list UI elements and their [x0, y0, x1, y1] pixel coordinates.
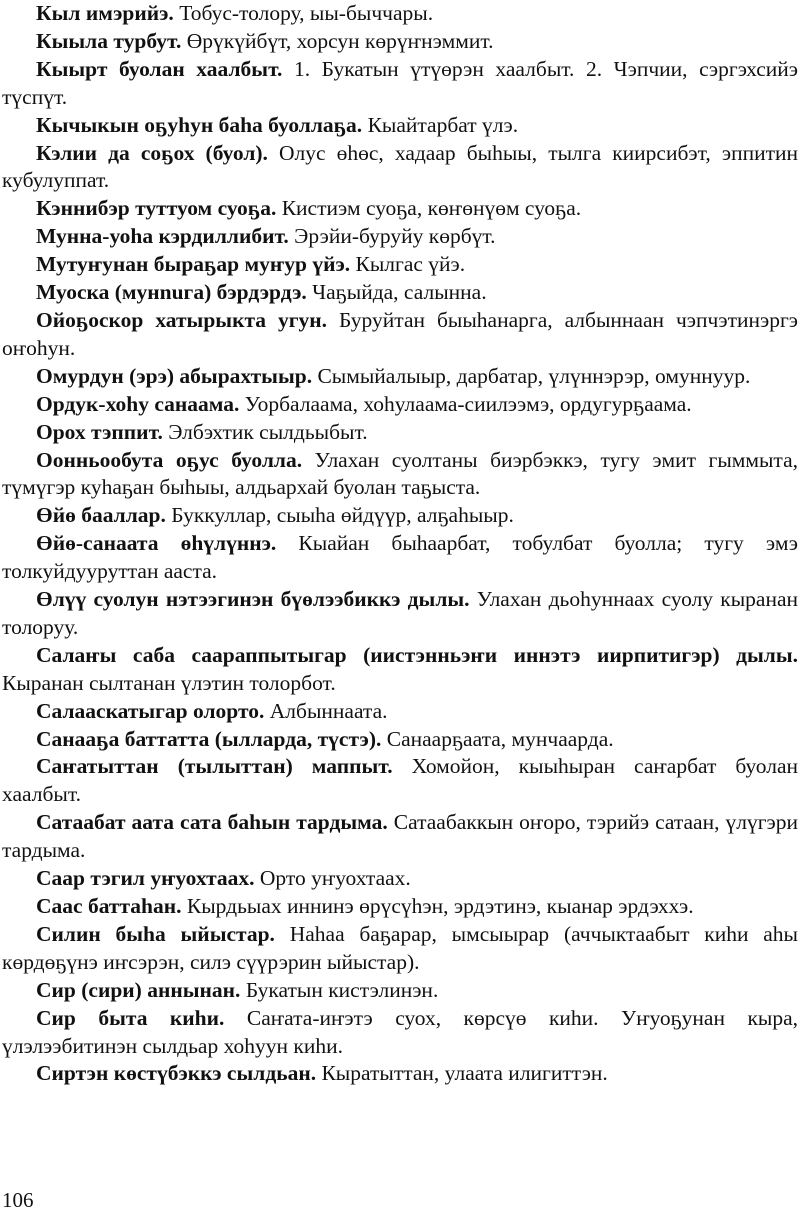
dictionary-entry: [2, 502, 798, 530]
entry-term: Кыырт буолан хаалбыт.: [36, 56, 283, 81]
dictionary-entry: [2, 307, 798, 363]
dictionary-page: [2, 0, 798, 1088]
entry-definition: Өрүкүйбүт, хорсун көрүҥнэммит.: [186, 28, 494, 53]
dictionary-entry: [2, 530, 798, 586]
entry-term: Салаҥы саба саараппытыгар (иистэнньэҥи иннэтэ иирпитигэр) дылы.: [36, 642, 798, 667]
entry-definition: Улахан суолтаны биэрбэккэ, тугу эмит гыммыта, түмүгэр куһаҕан быһыы, алдьархай буолан таҕыста.: [2, 447, 799, 500]
entry-term: Кэннибэр туттуом суоҕа.: [36, 196, 277, 221]
entry-definition: Буккуллар, сыыһа өйдүүр, алҕаһыыр.: [171, 503, 514, 528]
dictionary-entry: [2, 28, 798, 56]
dictionary-entry: [2, 195, 798, 223]
entry-definition: Наһаа баҕарар, ымсыырар (аччыктаабыт киһи аһы көрдөҕүнэ иҥсэрэн, силэ сүүрэрин ыйыстар).: [2, 921, 799, 974]
entry-term: Саҥатыттан (тылыттан) маппыт.: [36, 754, 393, 779]
entry-term: Сир быта киһи.: [36, 1005, 225, 1030]
entry-definition: Сымыйалыыр, дарбатар, үлүннэрэр, омуннуур.: [317, 363, 751, 388]
entry-definition: Хомойон, кыыһыран саҥарбат буолан хаалбыт.: [2, 754, 798, 807]
entry-definition: Тобус-толору, ыы-быччары.: [179, 1, 434, 25]
dictionary-entry: [2, 586, 798, 642]
entry-definition: Чаҕыйда, салынна.: [312, 280, 487, 305]
dictionary-entry: [2, 726, 798, 754]
entry-term: Кыл имэрийэ.: [36, 1, 174, 25]
dictionary-entry: [2, 112, 798, 140]
entry-definition: Буруйтан быыһанарга, албыннаан чэпчэтинэргэ оҥоһун.: [2, 307, 798, 360]
entry-term: Өйө-санаата өһүлүннэ.: [36, 531, 277, 556]
entry-definition: Орто уҥуохтаах.: [259, 866, 411, 891]
dictionary-entry: [2, 642, 798, 698]
entry-definition: Кылгас үйэ.: [355, 252, 466, 277]
dictionary-entry: [2, 223, 798, 251]
entry-term: Ойоҕоскор хатырыкта угун.: [36, 307, 328, 332]
entry-term: Саас баттаһан.: [36, 894, 182, 918]
dictionary-entry: [2, 140, 798, 196]
dictionary-entry: [2, 0, 798, 28]
entry-definition: Элбэхтик сылдьыбыт.: [168, 419, 368, 444]
dictionary-entry: [2, 753, 798, 809]
dictionary-entry: [2, 921, 798, 977]
entry-term: Сиртэн көстүбэккэ сылдьан.: [36, 1061, 317, 1086]
entry-term: Салааскатыгар олорто.: [36, 698, 265, 723]
entry-term: Өйө бааллар.: [36, 503, 166, 528]
entry-term: Кыыла турбут.: [36, 28, 182, 53]
entry-term: Кычыкын оҕуһун баһа буоллаҕа.: [36, 112, 363, 137]
entry-definition: Албыннаата.: [269, 698, 388, 723]
entry-definition: 1. Букатын үтүөрэн хаалбыт. 2. Чэпчии, сэргэхсийэ түспүт.: [2, 56, 799, 109]
dictionary-entry: [2, 809, 798, 865]
entry-term: Силин быһа ыйыстар.: [36, 921, 275, 946]
entry-term: Оонньообута оҕус буолла.: [36, 447, 303, 472]
entry-definition: Эрэйи-буруйу көрбүт.: [294, 224, 496, 249]
dictionary-entry: [2, 279, 798, 307]
entry-term: Орох тэппит.: [36, 419, 163, 444]
dictionary-entry: [2, 893, 798, 921]
dictionary-entry: [2, 56, 798, 112]
entry-term: Кэлии да соҕох (буол).: [36, 140, 268, 165]
entry-term: Муоска (мунnuга) бэрдэрдэ.: [36, 280, 307, 305]
dictionary-entry: [2, 447, 798, 503]
dictionary-entry: [2, 865, 798, 893]
entry-definition: Кыранан сылтанан үлэтин толорбот.: [2, 670, 336, 695]
dictionary-entry: [2, 363, 798, 391]
entry-definition: Кыайан быһаарбат, тобулбат буолла; тугу эмэ толкуйдууруттан ааста.: [2, 531, 798, 584]
dictionary-entry: [2, 391, 798, 419]
entry-term: Омурдун (эрэ) абырахтыыр.: [36, 363, 313, 388]
entry-definition: Кистиэм суоҕа, көҥөнүөм суоҕа.: [281, 196, 582, 221]
dictionary-entry: [2, 1060, 798, 1088]
entry-definition: Улахан дьоһуннаах суолу кыранан толоруу.: [2, 587, 799, 639]
dictionary-entry: [2, 1005, 798, 1061]
entry-definition: Саҥата-иҥэтэ суох, көрсүө киһи. Уҥуоҕунан кыра, үлэлээбитинэн сылдьар хоһуун киһи.: [2, 1005, 798, 1058]
entry-definition: Кырдьыах иннинэ өрүсүһэн, эрдэтинэ, кыанар эрдэххэ.: [186, 894, 694, 918]
dictionary-entry: [2, 419, 798, 447]
entry-definition: Сатаабаккын оҥоро, тэрийэ сатаан, үлүгэри тардыма.: [2, 810, 799, 863]
entry-definition: Уорбалаама, хоһулаама-сиилээмэ, ордугурҕаама.: [244, 391, 692, 416]
dictionary-entry: [2, 977, 798, 1005]
entry-term: Саар тэгил уҥуохтаах.: [36, 866, 255, 891]
entry-term: Санааҕа баттатта (ылларда, түстэ).: [36, 726, 382, 751]
entry-definition: Букатын кистэлинэн.: [245, 977, 439, 1002]
entry-term: Өлүү суолун нэтээгинэн бүөлээбиккэ дылы.: [36, 587, 470, 612]
entry-definition: Кыратыттан, улаата илигиттэн.: [321, 1061, 608, 1086]
entry-definition: Кыайтарбат үлэ.: [367, 112, 519, 137]
entry-term: Ордук-хоһу санаама.: [36, 391, 240, 416]
dictionary-entry: [2, 698, 798, 726]
entry-term: Мунна-уоһа кэрдиллибит.: [36, 224, 289, 249]
dictionary-entry: [2, 251, 798, 279]
entry-term: Сатаабат аата сата баһын тардыма.: [36, 810, 388, 835]
entry-term: Мутуҥунан быраҕар муҥур үйэ.: [36, 252, 351, 277]
entry-term: Сир (сири) аннынан.: [36, 977, 241, 1002]
entry-definition: Санаарҕаата, мунчаарда.: [386, 726, 614, 751]
page-number: 106: [2, 1188, 34, 1212]
entry-definition: Олус өһөс, хадаар быһыы, тылга киирсибэт, эппитин кубулуппат.: [2, 140, 799, 193]
